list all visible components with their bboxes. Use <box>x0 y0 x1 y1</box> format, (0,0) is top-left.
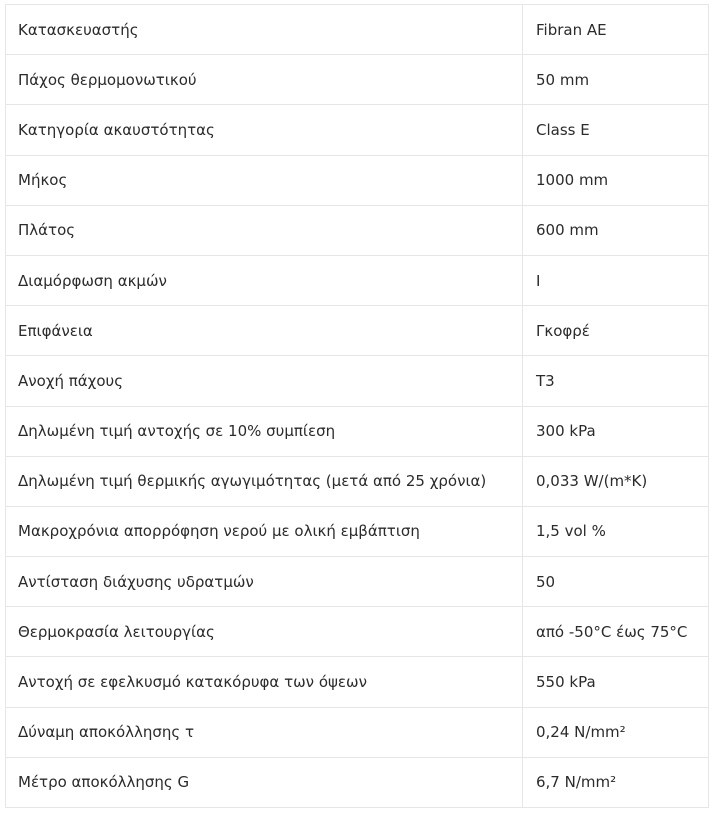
spec-value: 50 <box>523 557 709 607</box>
spec-value: 6,7 N/mm² <box>523 757 709 807</box>
spec-value: από -50°C έως 75°C <box>523 607 709 657</box>
spec-value: Γκοφρέ <box>523 306 709 356</box>
table-row <box>6 155 709 205</box>
spec-value: 0,033 W/(m*K) <box>523 456 709 506</box>
spec-label: Μακροχρόνια απορρόφηση νερού με ολική εμβάπτιση <box>6 506 523 556</box>
table-row <box>6 757 709 807</box>
table-row <box>6 506 709 556</box>
table-row <box>6 406 709 456</box>
table-row <box>6 657 709 707</box>
spec-value: 600 mm <box>523 205 709 255</box>
spec-value: I <box>523 255 709 305</box>
table-row <box>6 5 709 55</box>
spec-value: 550 kPa <box>523 657 709 707</box>
table-row <box>6 607 709 657</box>
spec-label: Δηλωμένη τιμή θερμικής αγωγιμότητας (μετά από 25 χρόνια) <box>6 456 523 506</box>
spec-value: Fibran AE <box>523 5 709 55</box>
spec-label: Μήκος <box>6 155 523 205</box>
table-row <box>6 456 709 506</box>
spec-label: Θερμοκρασία λειτουργίας <box>6 607 523 657</box>
spec-value: 50 mm <box>523 55 709 105</box>
spec-label: Κατασκευαστής <box>6 5 523 55</box>
spec-label: Αντοχή σε εφελκυσμό κατακόρυφα των όψεων <box>6 657 523 707</box>
table-row <box>6 306 709 356</box>
table-row <box>6 205 709 255</box>
spec-value: 1000 mm <box>523 155 709 205</box>
spec-label: Μέτρο αποκόλλησης G <box>6 757 523 807</box>
spec-label: Δηλωμένη τιμή αντοχής σε 10% συμπίεση <box>6 406 523 456</box>
table-row <box>6 707 709 757</box>
spec-label: Δύναμη αποκόλλησης τ <box>6 707 523 757</box>
spec-label: Πάχος θερμομονωτικού <box>6 55 523 105</box>
spec-label: Κατηγορία ακαυστότητας <box>6 105 523 155</box>
table-row <box>6 105 709 155</box>
spec-label: Διαμόρφωση ακμών <box>6 255 523 305</box>
table-row <box>6 356 709 406</box>
table-row <box>6 55 709 105</box>
spec-label: Αντίσταση διάχυσης υδρατμών <box>6 557 523 607</box>
spec-label: Πλάτος <box>6 205 523 255</box>
spec-value: 1,5 vol % <box>523 506 709 556</box>
table-row <box>6 255 709 305</box>
spec-value: 0,24 N/mm² <box>523 707 709 757</box>
spec-label: Επιφάνεια <box>6 306 523 356</box>
spec-value: 300 kPa <box>523 406 709 456</box>
spec-value: T3 <box>523 356 709 406</box>
specifications-table <box>5 4 709 808</box>
spec-value: Class E <box>523 105 709 155</box>
spec-label: Ανοχή πάχους <box>6 356 523 406</box>
table-row <box>6 557 709 607</box>
